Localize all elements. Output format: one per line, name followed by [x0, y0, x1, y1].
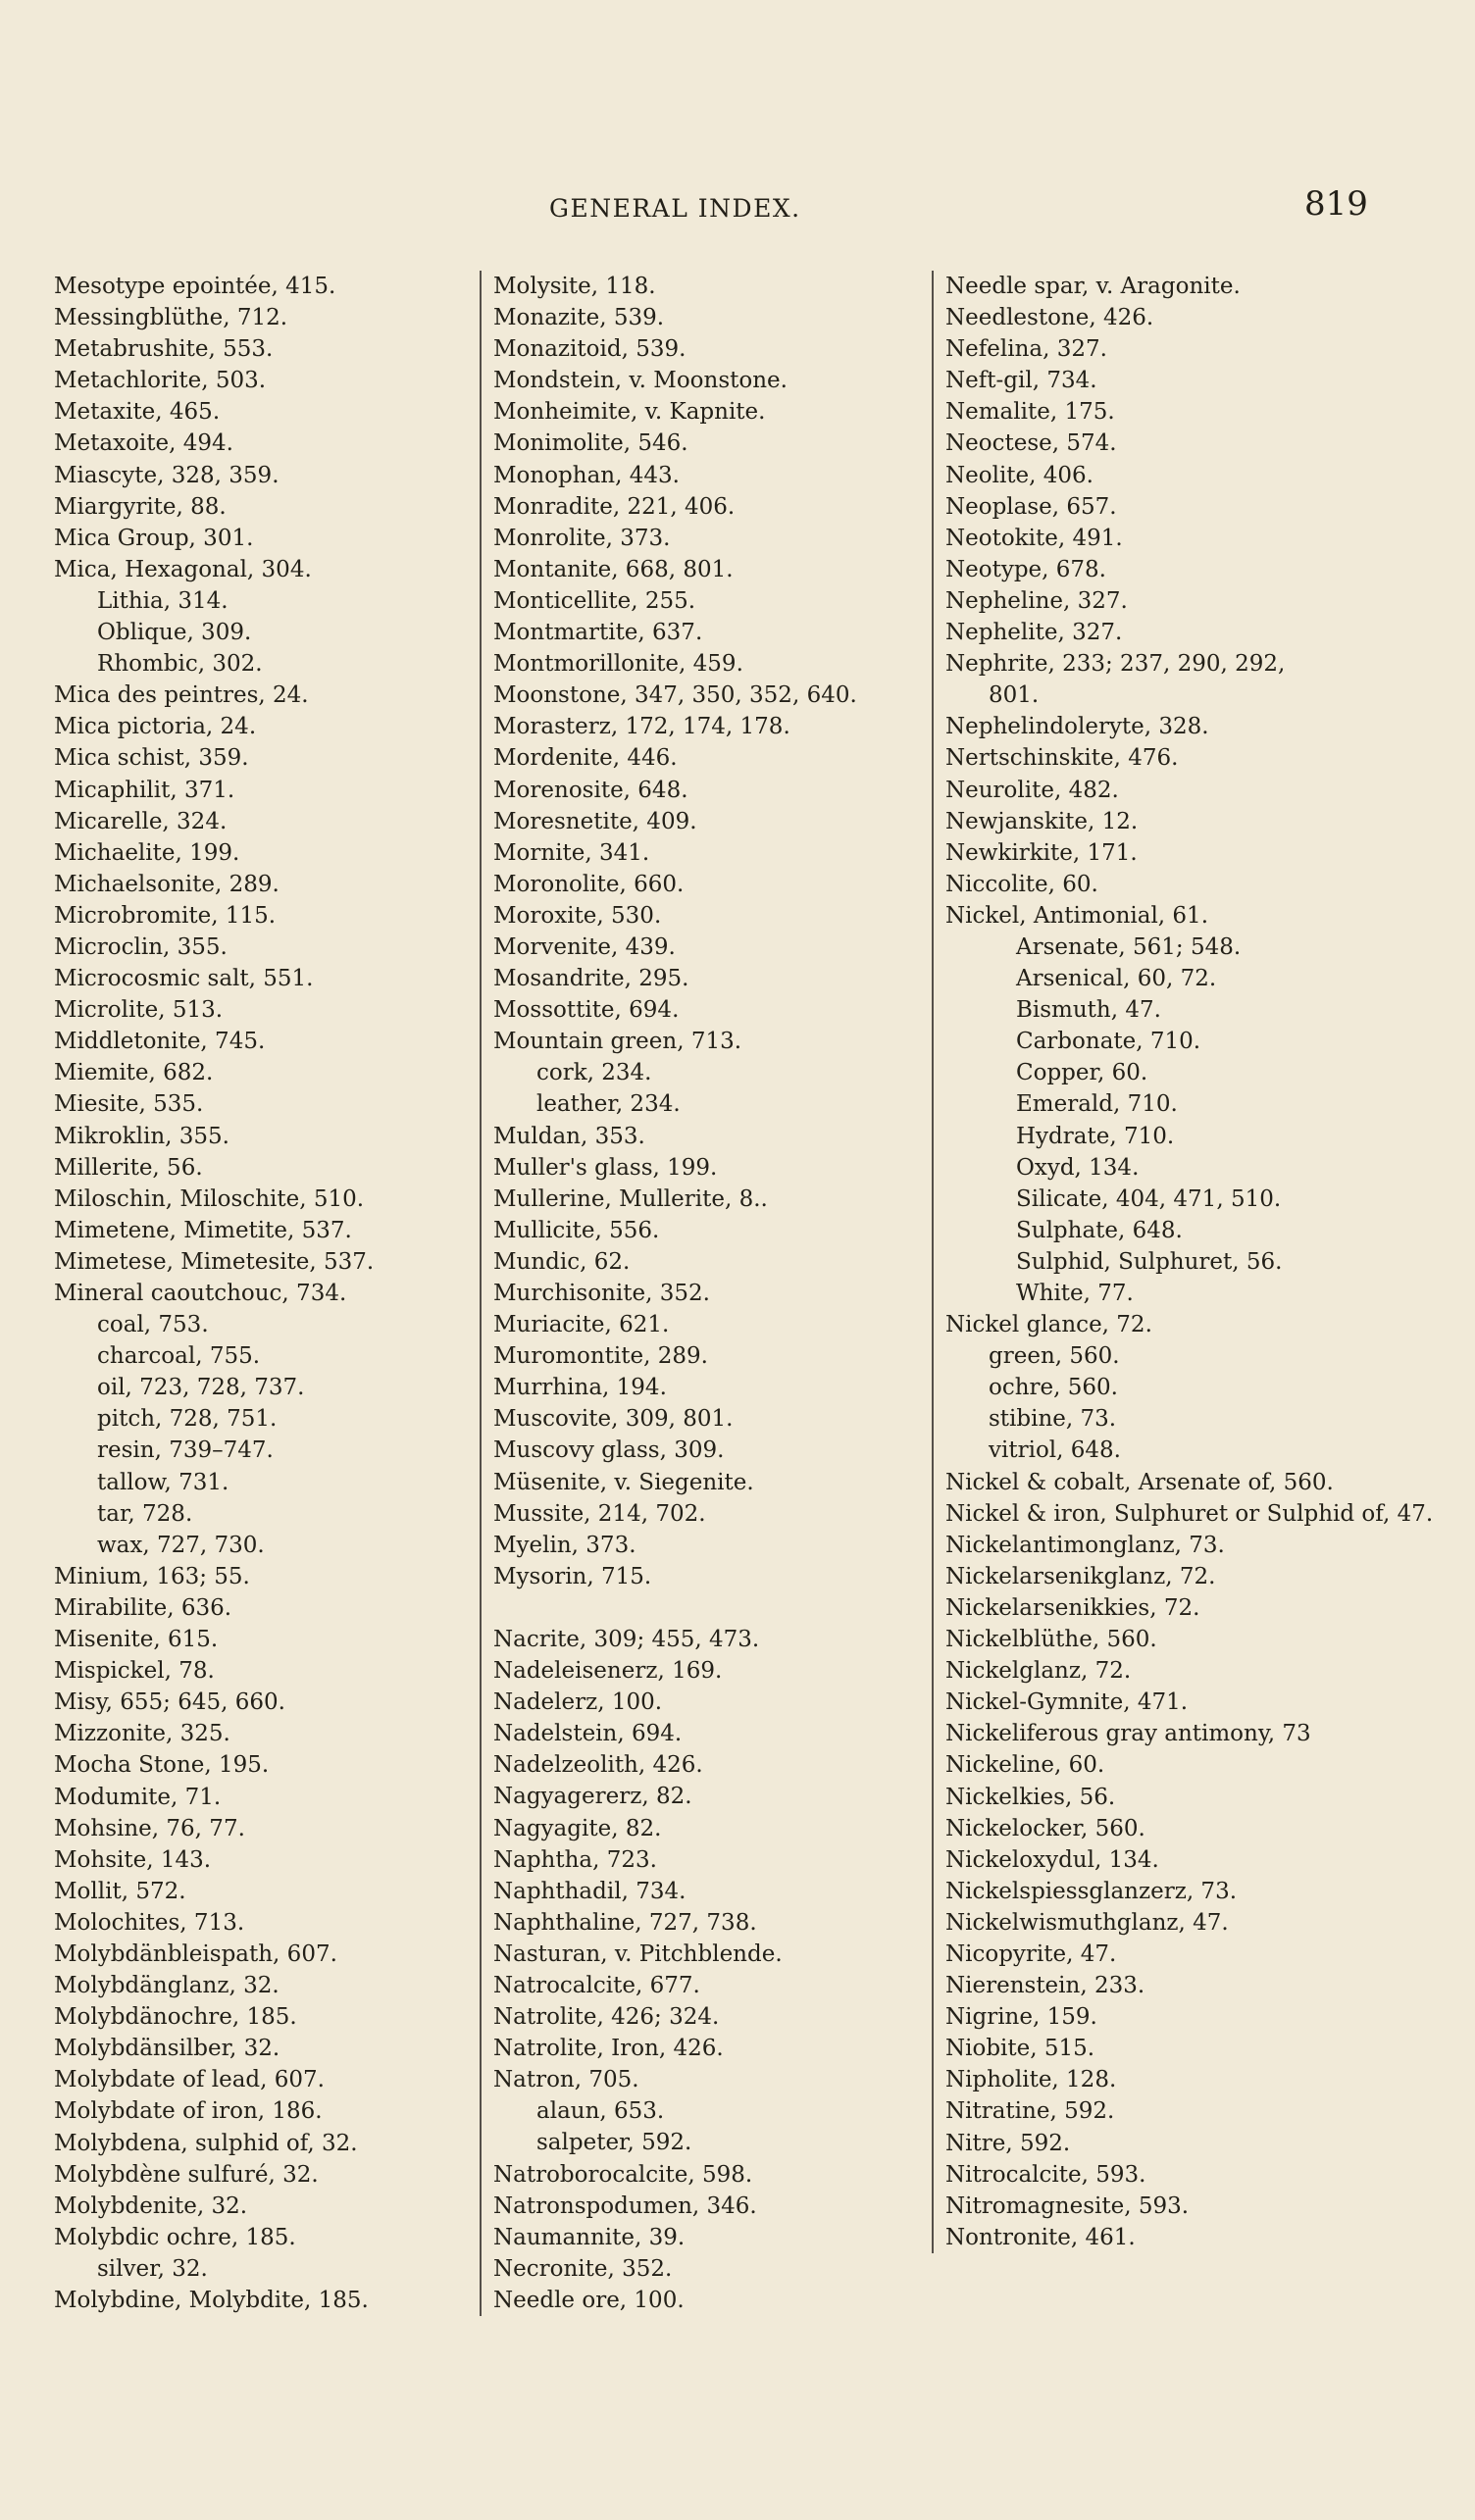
index-entry: Microbromite, 115. — [54, 902, 277, 929]
index-entry: Needle ore, 100. — [493, 2287, 685, 2313]
index-entry: Mundic, 62. — [493, 1248, 631, 1275]
index-entry: Mosandrite, 295. — [493, 966, 689, 992]
index-entry: Sulphid, Sulphuret, 56. — [1016, 1248, 1283, 1275]
index-entry: Nemalite, 175. — [945, 399, 1115, 426]
index-entry: Muller's glass, 199. — [493, 1154, 718, 1181]
index-entry: Molybdic ochre, 185. — [54, 2224, 296, 2250]
index-entry: Nickelglanz, 72. — [945, 1658, 1132, 1685]
index-entry: wax, 727, 730. — [97, 1532, 265, 1558]
index-entry: Nickeline, 60. — [945, 1752, 1105, 1779]
index-entry: Mica pictoria, 24. — [54, 714, 257, 740]
index-entry: Mohsite, 143. — [54, 1846, 212, 1873]
index-entry: Mussite, 214, 702. — [493, 1500, 706, 1527]
index-entry: Nephelite, 327. — [945, 620, 1123, 646]
index-entry: pitch, 728, 751. — [97, 1406, 278, 1433]
index-entry: Naphthadil, 734. — [493, 1878, 687, 1904]
index-entry: Miascyte, 328, 359. — [54, 462, 280, 488]
index-entry: Nitrocalcite, 593. — [945, 2161, 1146, 2188]
index-entry: Rhombic, 302. — [97, 651, 263, 678]
index-entry: Mountain green, 713. — [493, 1029, 742, 1055]
index-entry: Mornite, 341. — [493, 839, 650, 866]
index-entry: Mica des peintres, 24. — [54, 682, 309, 709]
index-entry: Miemite, 682. — [54, 1060, 214, 1086]
index-entry: Natrolite, Iron, 426. — [493, 2036, 724, 2062]
index-entry: 801. — [989, 682, 1040, 709]
index-entry: Monheimite, v. Kapnite. — [493, 399, 766, 426]
index-entry: Naphtha, 723. — [493, 1846, 657, 1873]
index-entry: Miesite, 535. — [54, 1091, 204, 1118]
index-entry: Monazite, 539. — [493, 305, 665, 331]
index-entry: Mimetese, Mimetesite, 537. — [54, 1248, 375, 1275]
index-entry: Natrocalcite, 677. — [493, 1972, 700, 1998]
index-entry: Newjanskite, 12. — [945, 808, 1139, 834]
index-entry: Millerite, 56. — [54, 1154, 203, 1181]
index-entry: Morenosite, 648. — [493, 777, 688, 803]
index-entry: Mohsine, 76, 77. — [54, 1815, 245, 1841]
index-entry: Needle spar, v. Aragonite. — [945, 274, 1241, 299]
page-number: 819 — [1304, 184, 1368, 224]
running-header: GENERAL INDEX. — [549, 194, 801, 223]
index-entry: Moresnetite, 409. — [493, 808, 697, 834]
index-entry: ochre, 560. — [989, 1375, 1118, 1401]
index-entry: Mordenite, 446. — [493, 745, 678, 772]
index-entry: Oxyd, 134. — [1016, 1154, 1140, 1181]
index-entry: Nagyagererz, 82. — [493, 1784, 692, 1810]
index-entry: Mizzonite, 325. — [54, 1721, 230, 1747]
index-entry: Nickel-Gymnite, 471. — [945, 1689, 1189, 1716]
index-entry: Messingblüthe, 712. — [54, 305, 288, 331]
index-entry: Nacrite, 309; 455, 473. — [493, 1626, 760, 1652]
index-entry: Morasterz, 172, 174, 178. — [493, 714, 790, 740]
index-entry: Nadelstein, 694. — [493, 1721, 683, 1747]
index-entry: Molybdate of lead, 607. — [54, 2067, 325, 2093]
index-entry: Neoctese, 574. — [945, 430, 1117, 457]
index-entry: Mispickel, 78. — [54, 1658, 215, 1685]
index-entry: Nickelocker, 560. — [945, 1815, 1145, 1841]
index-column-1 — [54, 271, 466, 2316]
index-entry: Michaelsonite, 289. — [54, 871, 280, 897]
index-entry: Arsenical, 60, 72. — [1016, 966, 1217, 992]
index-entry: coal, 753. — [97, 1312, 209, 1338]
index-entry: Mineral caoutchouc, 734. — [54, 1281, 347, 1306]
index-entry: Molybdänochre, 185. — [54, 2004, 297, 2031]
index-entry: Mica schist, 359. — [54, 745, 249, 772]
index-entry: Mondstein, v. Moonstone. — [493, 368, 788, 394]
index-entry: Naumannite, 39. — [493, 2224, 686, 2250]
index-entry: Carbonate, 710. — [1016, 1029, 1201, 1055]
index-entry: Nickelarsenikglanz, 72. — [945, 1563, 1216, 1589]
index-column-2 — [480, 271, 944, 2316]
index-entry: Moronolite, 660. — [493, 871, 685, 897]
index-entry: Nadelzeolith, 426. — [493, 1752, 703, 1779]
index-entry: Lithia, 314. — [97, 587, 229, 614]
index-entry: Microcosmic salt, 551. — [54, 966, 314, 992]
index-entry: Monimolite, 546. — [493, 430, 688, 457]
index-entry: Neolite, 406. — [945, 462, 1094, 488]
index-entry: Nephrite, 233; 237, 290, 292, — [945, 651, 1286, 678]
index-entry: Muldan, 353. — [493, 1123, 645, 1149]
index-entry: Oblique, 309. — [97, 620, 252, 646]
index-entry: Montmorillonite, 459. — [493, 651, 743, 678]
index-entry: Monophan, 443. — [493, 462, 680, 488]
index-entry: Mullerine, Mullerite, 8.. — [493, 1185, 768, 1212]
index-entry: Müsenite, v. Siegenite. — [493, 1469, 754, 1495]
index-entry: Myelin, 373. — [493, 1532, 636, 1558]
index-entry: Mikroklin, 355. — [54, 1123, 229, 1149]
index-entry: Nickelwismuthglanz, 47. — [945, 1909, 1229, 1936]
index-entry: tallow, 731. — [97, 1469, 229, 1495]
index-entry: Modumite, 71. — [54, 1784, 222, 1810]
index-entry: Niccolite, 60. — [945, 871, 1098, 897]
index-entry: leather, 234. — [536, 1091, 681, 1118]
index-entry: charcoal, 755. — [97, 1343, 261, 1370]
index-entry: Bismuth, 47. — [1016, 997, 1161, 1024]
index-entry: stibine, 73. — [989, 1406, 1117, 1433]
index-entry: Neurolite, 482. — [945, 777, 1119, 803]
index-entry: resin, 739–747. — [97, 1437, 274, 1464]
index-entry: Copper, 60. — [1016, 1060, 1148, 1086]
index-entry: Neotype, 678. — [945, 556, 1106, 582]
index-entry: Nierenstein, 233. — [945, 1973, 1145, 1999]
index-entry: Murrhina, 194. — [493, 1375, 667, 1401]
index-entry: Murchisonite, 352. — [493, 1281, 710, 1306]
index-entry: green, 560. — [989, 1343, 1120, 1370]
index-entry: Molybdänbleispath, 607. — [54, 1940, 337, 1967]
index-entry: Misy, 655; 645, 660. — [54, 1689, 285, 1716]
index-entry: Nickeliferous gray antimony, 73 — [945, 1721, 1311, 1747]
index-entry: Mullicite, 556. — [493, 1217, 660, 1243]
index-entry: Nickelkies, 56. — [945, 1784, 1116, 1810]
index-entry: Nitre, 592. — [945, 2130, 1071, 2156]
index-entry: Muromontite, 289. — [493, 1343, 708, 1370]
index-entry: Montanite, 668, 801. — [493, 556, 734, 582]
index-entry: Nasturan, v. Pitchblende. — [493, 1940, 783, 1967]
index-entry: Nephelindoleryte, 328. — [945, 714, 1209, 740]
index-entry: Muscovite, 309, 801. — [493, 1406, 734, 1433]
index-entry: Molybdänglanz, 32. — [54, 1973, 280, 1999]
index-entry: Niobite, 515. — [945, 2036, 1095, 2062]
index-entry: salpeter, 592. — [536, 2130, 692, 2156]
index-entry: Nertschinskite, 476. — [945, 745, 1179, 772]
index-entry: Mirabilite, 636. — [54, 1594, 232, 1621]
index-entry: Sulphate, 648. — [1016, 1217, 1183, 1243]
index-entry: Nagyagite, 82. — [493, 1815, 662, 1841]
index-entry: Emerald, 710. — [1016, 1091, 1178, 1118]
index-entry: Minium, 163; 55. — [54, 1563, 250, 1589]
index-entry: Micarelle, 324. — [54, 808, 228, 834]
index-entry: Metachlorite, 503. — [54, 368, 267, 394]
index-entry: Naphthaline, 727, 738. — [493, 1909, 757, 1936]
index-entry: oil, 723, 728, 737. — [97, 1375, 305, 1401]
index-entry: Mica, Hexagonal, 304. — [54, 556, 312, 582]
index-entry: Mysorin, 715. — [493, 1563, 652, 1589]
index-column-3 — [932, 271, 1436, 2253]
index-entry: Mocha Stone, 195. — [54, 1752, 270, 1779]
index-entry: Miloschin, Miloschite, 510. — [54, 1185, 365, 1212]
index-entry: Nepheline, 327. — [945, 587, 1128, 614]
index-entry: Molybdène sulfuré, 32. — [54, 2161, 319, 2188]
index-entry: Molochites, 713. — [54, 1909, 245, 1936]
index-entry: Monazitoid, 539. — [493, 336, 687, 363]
index-entry: Middletonite, 745. — [54, 1029, 266, 1055]
index-entry: Nitromagnesite, 593. — [945, 2192, 1190, 2219]
index-entry: Montmartite, 637. — [493, 620, 703, 646]
index-entry: Monticellite, 255. — [493, 587, 696, 614]
index-entry: Micaphilit, 371. — [54, 777, 235, 803]
index-entry: Nadeleisenerz, 169. — [493, 1658, 723, 1685]
index-entry: Silicate, 404, 471, 510. — [1016, 1185, 1282, 1212]
index-entry: Molybdena, sulphid of, 32. — [54, 2130, 358, 2156]
index-entry: silver, 32. — [97, 2255, 208, 2282]
index-entry: cork, 234. — [536, 1060, 652, 1086]
index-entry: Mica Group, 301. — [54, 525, 254, 551]
index-entry: Natroborocalcite, 598. — [493, 2161, 753, 2188]
index-entry: Michaelite, 199. — [54, 839, 240, 866]
index-entry: tar, 728. — [97, 1500, 193, 1527]
index-entry: Hydrate, 710. — [1016, 1123, 1175, 1149]
index-entry: Nickelspiessglanzerz, 73. — [945, 1878, 1238, 1904]
index-entry: alaun, 653. — [536, 2098, 665, 2125]
index-entry: Moonstone, 347, 350, 352, 640. — [493, 682, 857, 709]
index-entry: Mesotype epointée, 415. — [54, 274, 336, 299]
index-entry: Nipholite, 128. — [945, 2067, 1117, 2093]
index-entry: Molybdine, Molybdite, 185. — [54, 2288, 369, 2313]
index-entry: Nickeloxydul, 134. — [945, 1846, 1159, 1873]
index-entry: Mimetene, Mimetite, 537. — [54, 1217, 352, 1243]
index-entry: Nigrine, 159. — [945, 2004, 1097, 2031]
index-entry: Metaxoite, 494. — [54, 430, 233, 457]
index-entry: Moroxite, 530. — [493, 902, 662, 929]
index-entry: Monrolite, 373. — [493, 525, 671, 551]
index-entry: Morvenite, 439. — [493, 933, 676, 960]
index-entry: Muscovy glass, 309. — [493, 1437, 725, 1464]
index-entry: Necronite, 352. — [493, 2255, 673, 2282]
index-entry: Monradite, 221, 406. — [493, 493, 736, 520]
index-entry: Nontronite, 461. — [945, 2224, 1136, 2250]
index-entry: Miargyrite, 88. — [54, 493, 227, 520]
index-entry: Molybdänsilber, 32. — [54, 2036, 280, 2062]
index-entry: Nitratine, 592. — [945, 2098, 1115, 2125]
index-entry: Metaxite, 465. — [54, 399, 221, 426]
index-entry: Nadelerz, 100. — [493, 1689, 663, 1716]
index-entry: Mollit, 572. — [54, 1878, 186, 1904]
index-entry: Molybdenite, 32. — [54, 2192, 248, 2219]
index-entry: Mossottite, 694. — [493, 997, 680, 1024]
index-entry: Muriacite, 621. — [493, 1312, 670, 1338]
index-entry: Newkirkite, 171. — [945, 839, 1138, 866]
index-entry: Nickelarsenikkies, 72. — [945, 1594, 1200, 1621]
index-entry: Molybdate of iron, 186. — [54, 2098, 323, 2125]
index-entry: Nickel & cobalt, Arsenate of, 560. — [945, 1469, 1334, 1495]
index-entry: Nickel & iron, Sulphuret or Sulphid of, 47. — [945, 1500, 1434, 1527]
index-entry: Microlite, 513. — [54, 997, 224, 1024]
index-entry: White, 77. — [1016, 1281, 1134, 1306]
index-entry: Molysite, 118. — [493, 274, 656, 299]
index-entry: Nefelina, 327. — [945, 336, 1107, 363]
index-entry: Natronspodumen, 346. — [493, 2192, 757, 2219]
index-entry: Nickel, Antimonial, 61. — [945, 902, 1209, 929]
index-entry: Neft-gil, 734. — [945, 368, 1097, 394]
index-entry: Misenite, 615. — [54, 1627, 219, 1653]
index-entry: Metabrushite, 553. — [54, 336, 274, 363]
index-entry: Nickelantimonglanz, 73. — [945, 1532, 1225, 1558]
index-entry: vitriol, 648. — [989, 1437, 1121, 1464]
index-entry: Neotokite, 491. — [945, 525, 1123, 551]
index-entry: Nickel glance, 72. — [945, 1312, 1152, 1338]
index-entry: Nicopyrite, 47. — [945, 1940, 1117, 1967]
index-entry: Arsenate, 561; 548. — [1016, 933, 1242, 960]
index-entry: Neoplase, 657. — [945, 493, 1117, 520]
index-entry: Nickelblüthe, 560. — [945, 1627, 1157, 1653]
index-entry: Natron, 705. — [493, 2067, 639, 2093]
index-entry: Natrolite, 426; 324. — [493, 2004, 720, 2031]
index-entry: Microclin, 355. — [54, 933, 228, 960]
index-entry: Needlestone, 426. — [945, 305, 1154, 331]
